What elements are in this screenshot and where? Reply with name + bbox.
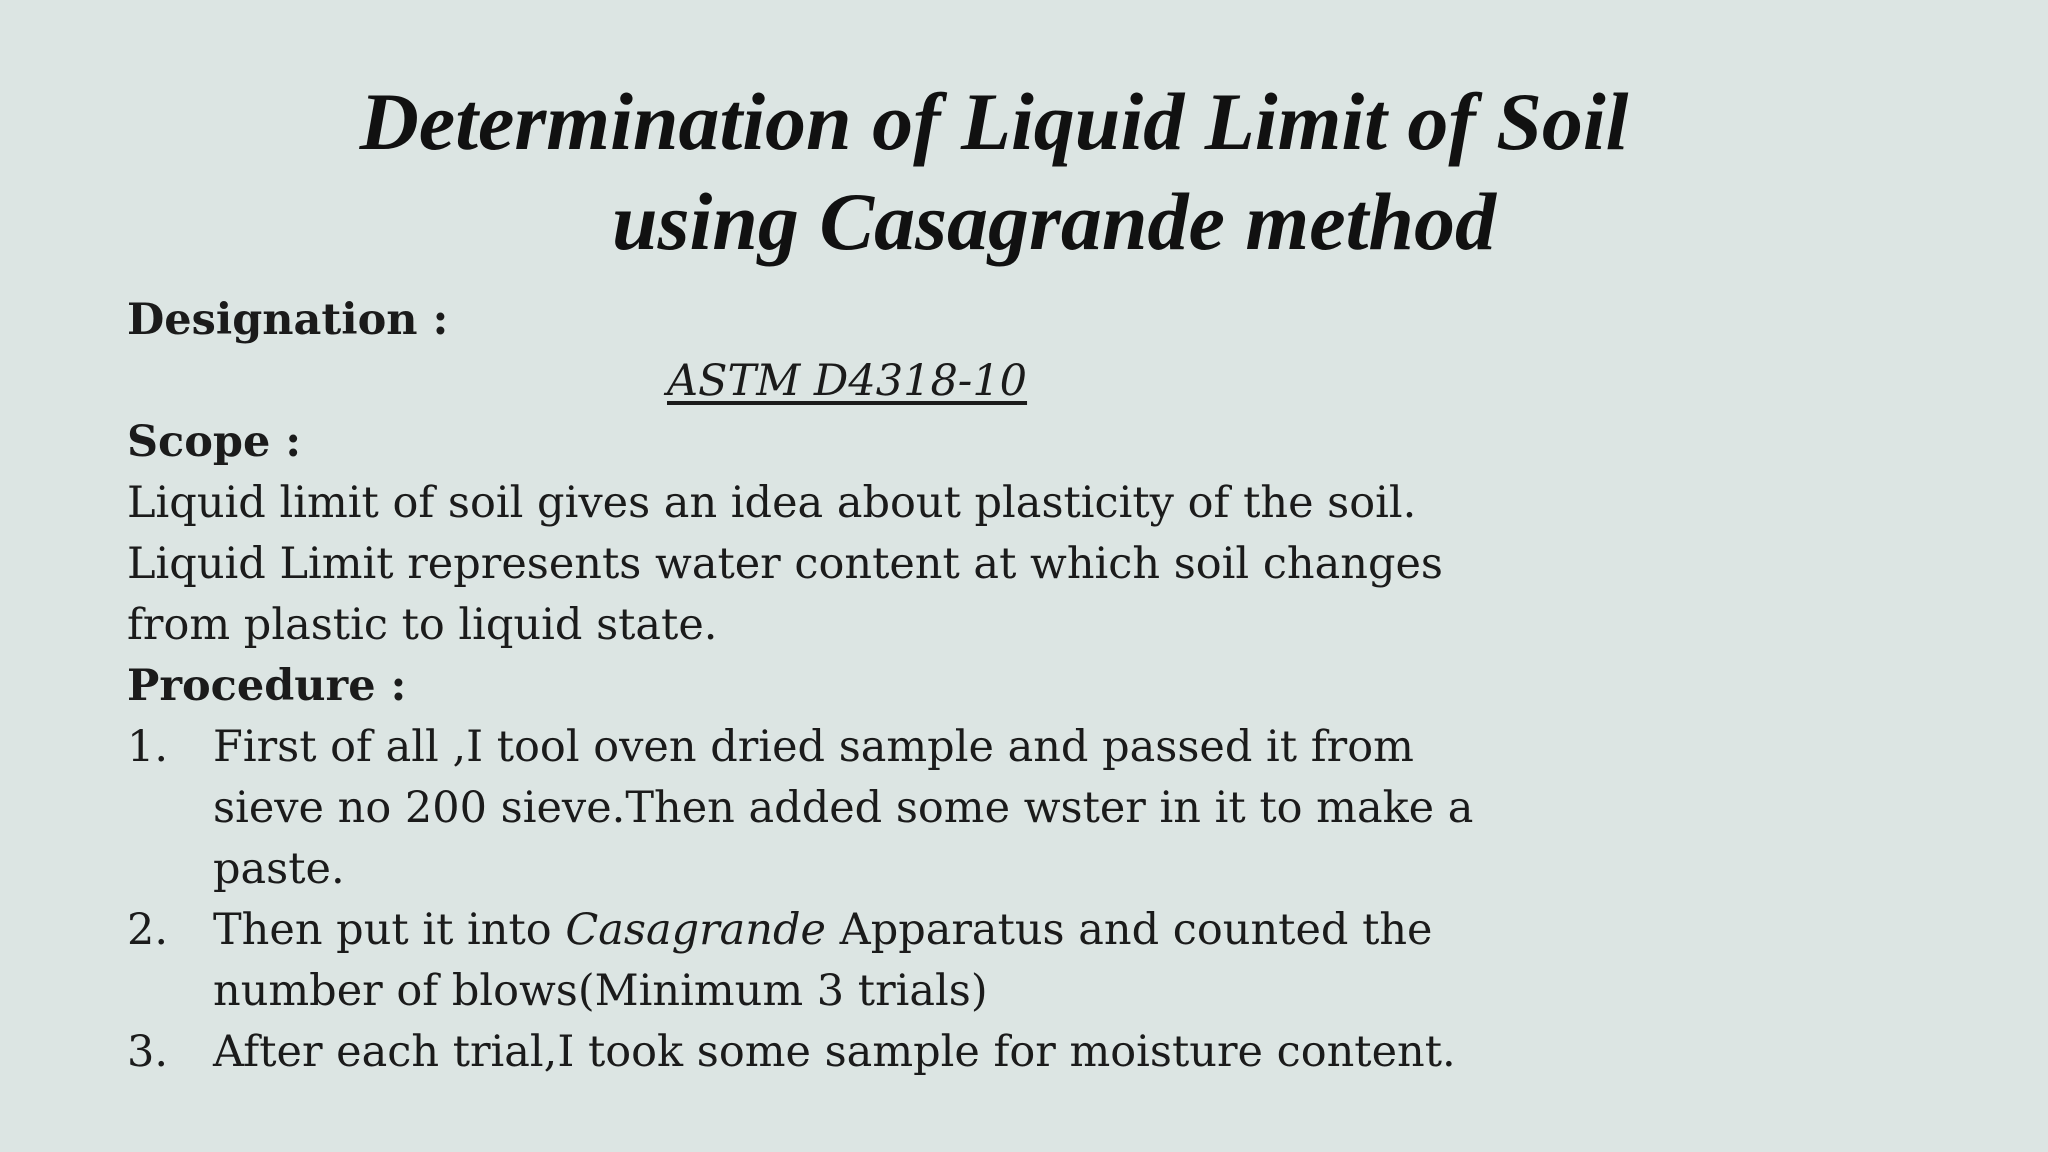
- slide-title: [0, 72, 2048, 272]
- scope-heading: Scope :: [127, 417, 302, 467]
- title-line-2: using Casagrande method: [612, 176, 1496, 267]
- step-number: 1.: [127, 722, 169, 772]
- step-text: After each trial,I took some sample for moisture content.: [213, 1027, 1456, 1077]
- step-text-after: Apparatus and counted the number of blows(Minimum 3 trials): [213, 905, 1433, 1016]
- procedure-step-2: [127, 900, 1527, 1022]
- procedure-list: [127, 717, 1527, 1083]
- procedure-step-3: [127, 1022, 1527, 1083]
- slide-body: [127, 290, 1527, 1083]
- step-text-before: Then put it into: [213, 905, 566, 955]
- step-text-emphasis: Casagrande: [565, 905, 826, 955]
- procedure-step-1: [127, 717, 1527, 900]
- title-line-1: Determination of Liquid Limit of Soil: [359, 76, 1629, 167]
- standard-code: ASTM D4318-10: [667, 356, 1028, 406]
- procedure-heading: Procedure :: [127, 661, 407, 711]
- step-text: [213, 900, 1527, 1022]
- designation-value: [127, 351, 1527, 412]
- step-number: 2.: [127, 905, 169, 955]
- scope-text: Liquid limit of soil gives an idea about plasticity of the soil. Liquid Limit represents water content at which soil changes from plastic to liquid state.: [127, 478, 1443, 650]
- step-text: First of all ,I tool oven dried sample and passed it from sieve no 200 sieve.Then added some wster in it to make a paste.: [213, 722, 1474, 894]
- designation-heading: Designation :: [127, 295, 449, 345]
- step-number: 3.: [127, 1027, 169, 1077]
